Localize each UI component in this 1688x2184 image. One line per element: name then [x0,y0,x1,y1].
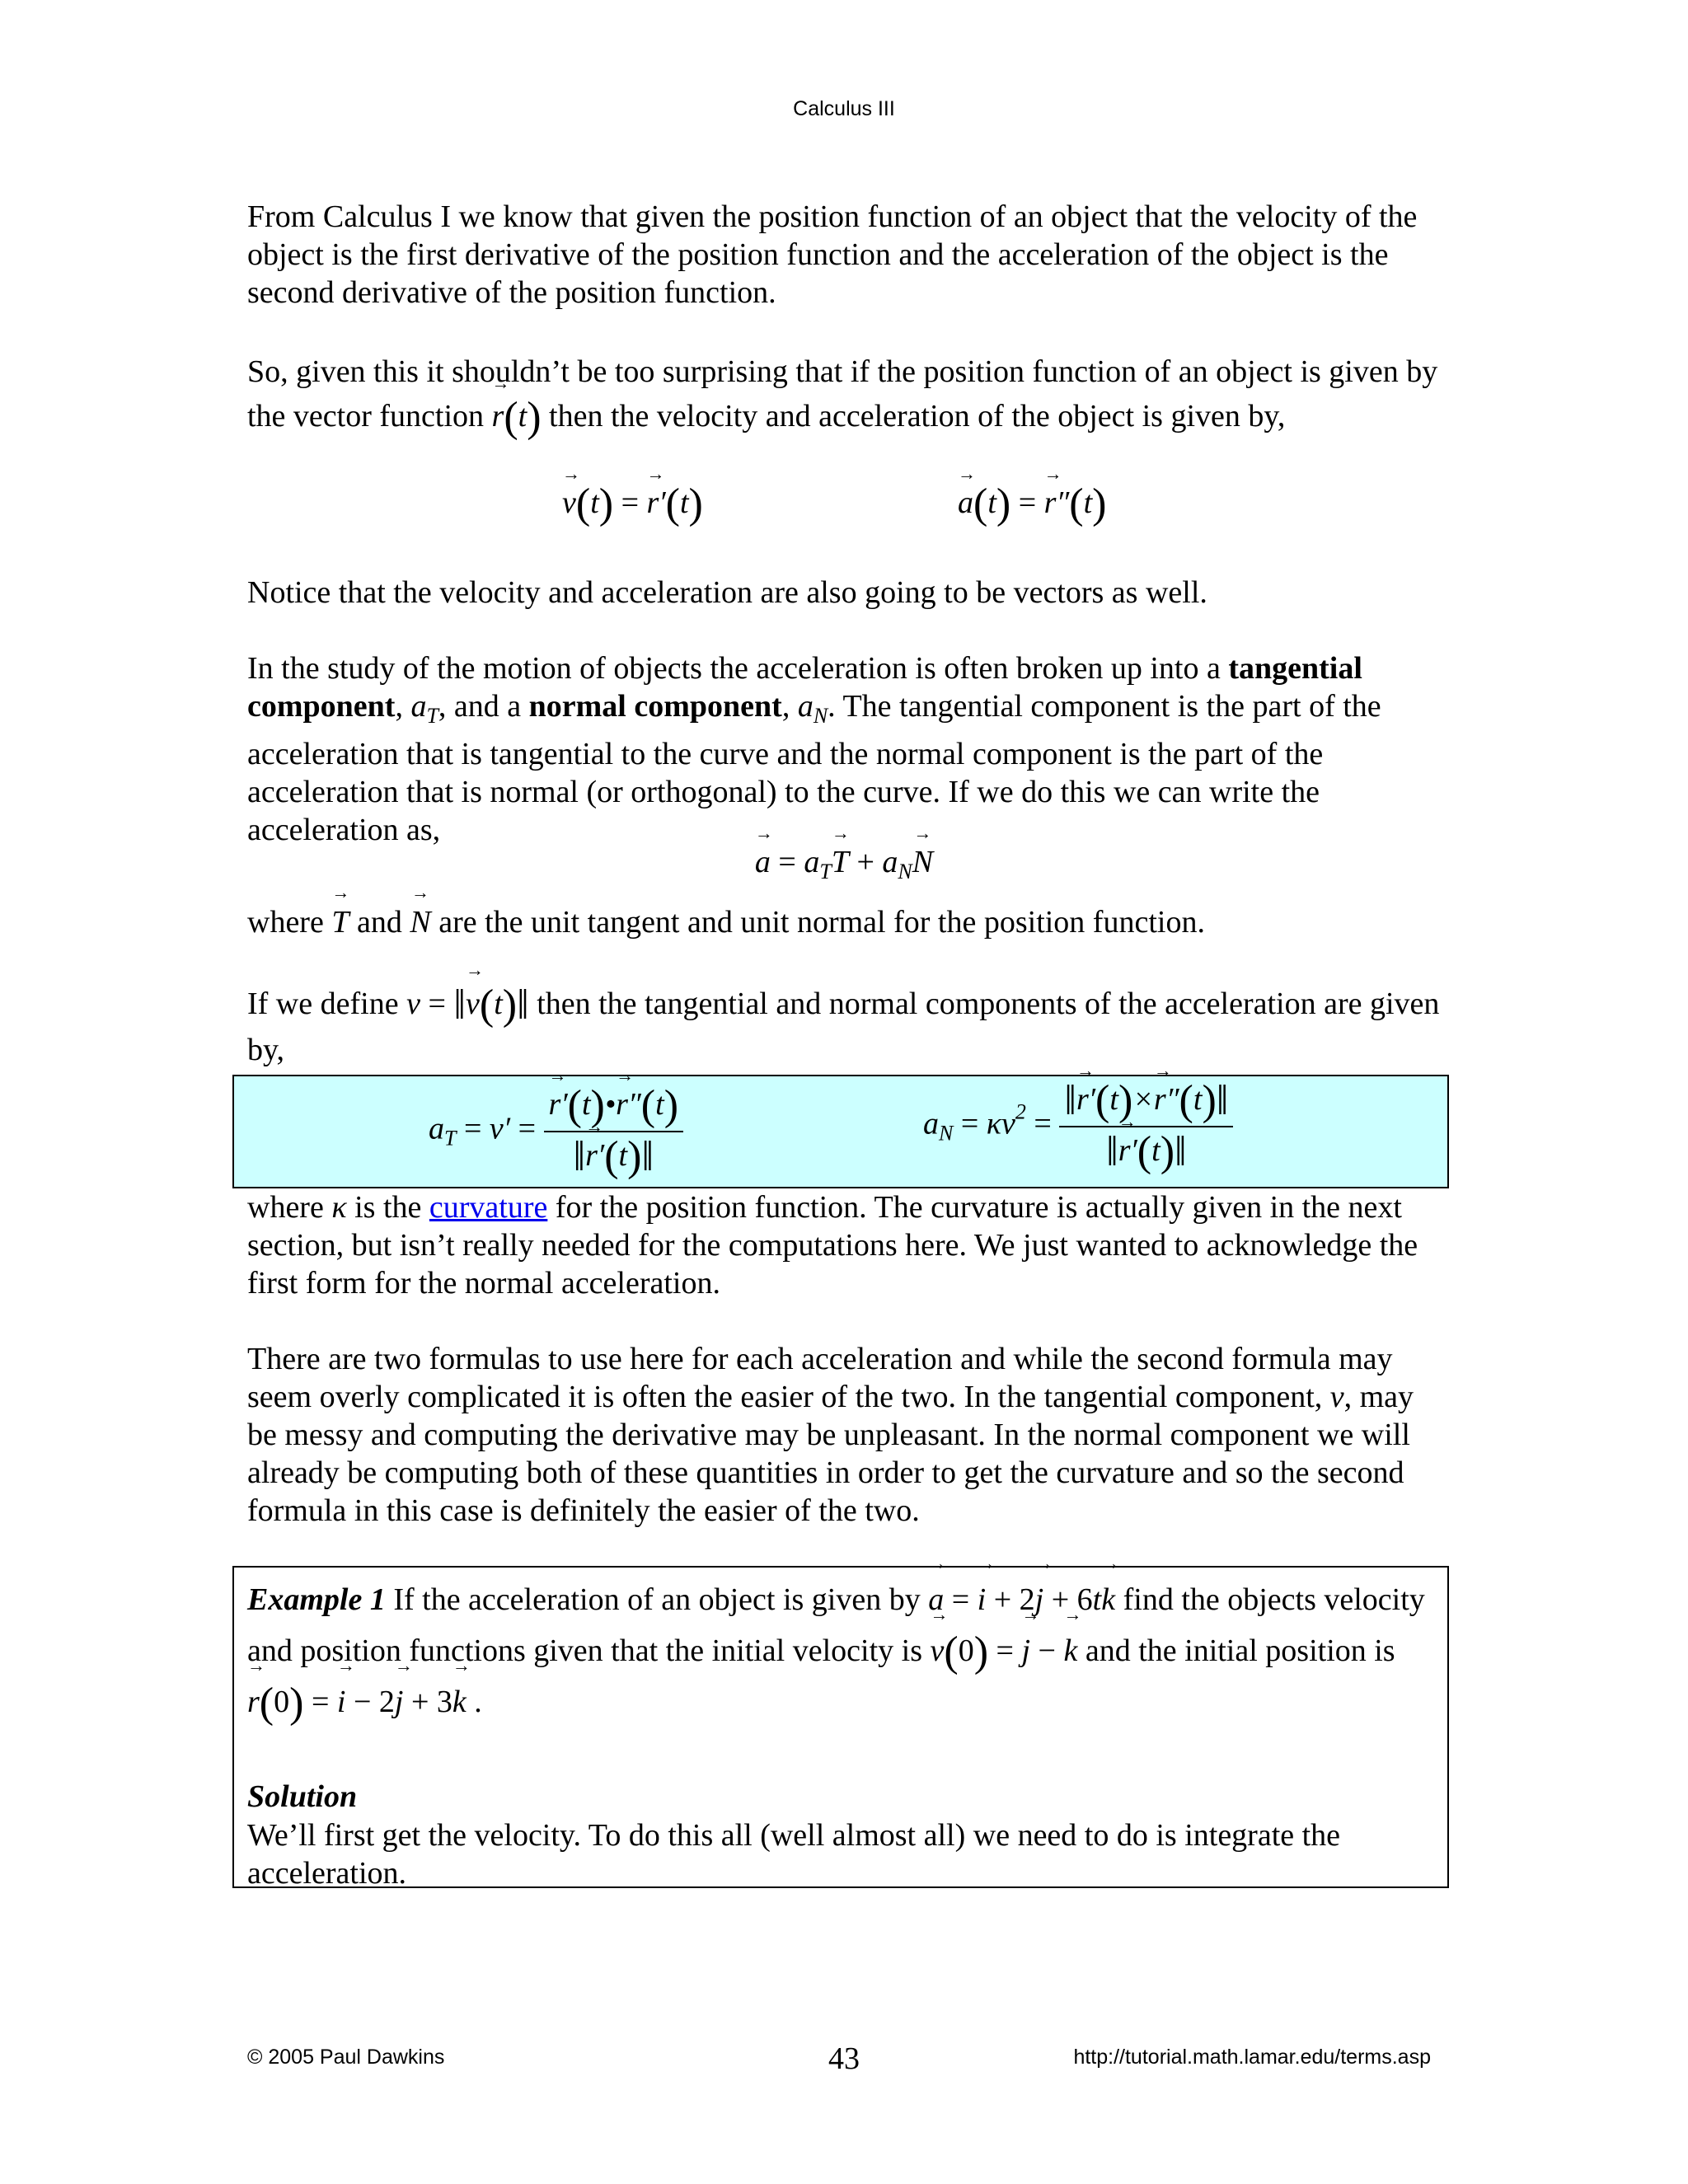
paragraph-components: In the study of the motion of objects the acceleration is often broken up into a tangential component, $a_T$, and a normal component, $a_N$. The tangential component is the part of the acceleration that is tangential to the curve and the normal component is the part of the acceleration that is normal (or orthogonal) to the curve. If we do this we can write the acceleration as, [247,651,1381,847]
paragraph-two-formulas: There are two formulas to use here for each acceleration and while the second formula may seem overly complicated it is often the easier of the two. In the tangential component, v, may be messy and computing the derivative may be unpleasant. In the normal component we will already be computing both of these quantities in order to get the curvature and so the second formula in this case is definitely the easier of the two. [247,1342,1414,1528]
paragraph-unit-vectors: where → T and → N are the unit tangent and unit normal for the position function. [247,903,1451,941]
equation-normal-component: $a_N = \kappa v^2$ = $\frac{‖\to r'(t)\times\to r''(t)‖}{‖\to r'(t)‖}$ [923,1080,1233,1174]
solution-label: Solution [247,1779,358,1814]
paragraph-vector-function [247,349,1451,439]
equation-tangential-component: $a_T = v'$ = → $\frac{r'(t)•\to r''(t)}{‖\to r'(t)‖}$ [429,1085,683,1179]
example-label: Example 1 [247,1582,386,1617]
formula-box [232,1075,1449,1188]
equation-velocity: → v(t) = → r′(t) [562,483,703,526]
solution-text: We’ll first get the velocity. To do this all (well almost all) we need to do is integrate the acceleration. [247,1818,1341,1891]
paragraph-vectors-note: Notice that the velocity and acceleration are also going to be vectors as well. [247,575,1207,610]
term-tangential-component: tangential component [247,651,1362,724]
footer-copyright: © 2005 Paul Dawkins [247,2046,445,2069]
paragraph-define-v: If we define v = ‖→ v(t)‖ then the tangential and normal components of the acceleration are given by, [247,981,1451,1073]
example-box [232,1566,1449,1891]
equation-acceleration-decomposition: → $a = a_T\to T + a_N\to N$ [0,844,1688,884]
example-statement: Example 1 If the acceleration of an object is given by → a = → i + 2→ j + 6t→ k find the objects velocity and position functions given that the initial velocity is → v(0) = → j − → k and the initial position is → r(0) = → i − 2→ j + 3→ k . [247,1574,1434,1727]
paragraph-intro: From Calculus I we know that given the position function of an object that the velocity of the object is the first derivative of the position function and the acceleration of the object is the second derivative of the position function. [247,199,1418,310]
text-segment: So, given this it shouldn’t be too surprising that if the position function of an object is given by the vector function [247,354,1438,434]
paragraph-curvature: where κ is the curvature for the position function. The curvature is actually given in the next section, but isn’t really needed for the computations here. We just wanted to acknowledge the first form for the normal acceleration. [247,1190,1418,1301]
footer-url: http://tutorial.math.lamar.edu/terms.asp [1073,2046,1431,2069]
curvature-link[interactable]: curvature [429,1190,548,1225]
text-segment: then the velocity and acceleration of the object is given by, [541,399,1286,434]
equation-acceleration: → a(t) = → r″(t) [958,483,1107,526]
term-normal-component: normal component [528,689,782,724]
page-header-title: Calculus III [793,97,895,120]
page-number: 43 [828,2041,860,2076]
inline-math-r-of-t: → r(t) [492,399,542,434]
